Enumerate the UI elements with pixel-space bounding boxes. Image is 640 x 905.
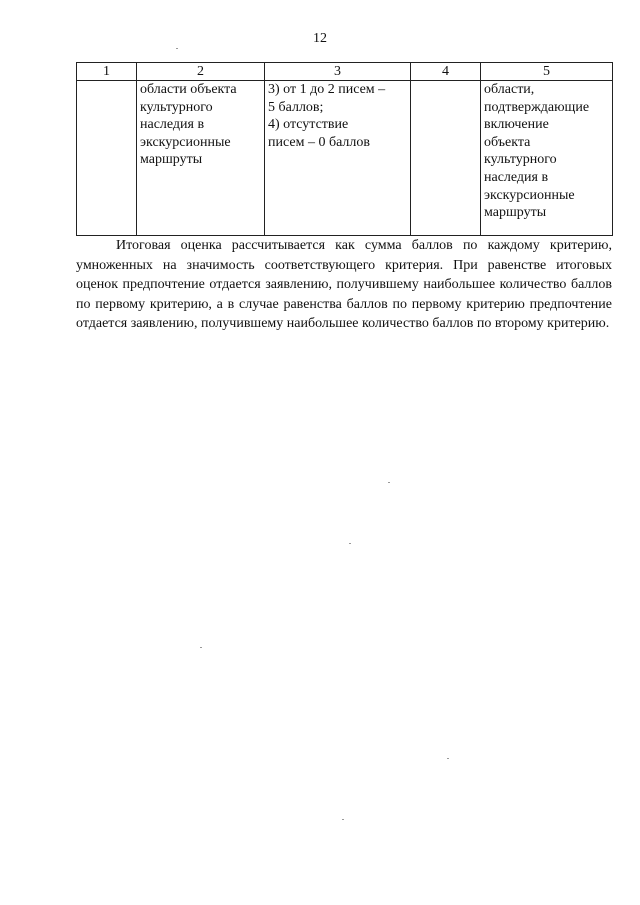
cell-line: маршруты (140, 152, 203, 168)
cell-col3 (265, 81, 411, 236)
cell-line: области, (484, 82, 535, 97)
column-header-3: 3 (265, 63, 411, 81)
scan-speck (342, 819, 344, 820)
cell-col4 (411, 81, 481, 236)
scan-speck (447, 758, 449, 759)
scan-speck (200, 647, 202, 648)
cell-line: 3) от 1 до 2 писем – (268, 82, 386, 97)
column-header-5: 5 (481, 63, 613, 81)
cell-col5 (481, 81, 613, 236)
scan-speck (388, 482, 390, 483)
cell-line: культурного (140, 99, 213, 115)
cell-line: подтверждающие (484, 99, 590, 115)
cell-line: объекта (484, 134, 531, 150)
scan-speck (176, 48, 178, 49)
cell-col2 (137, 81, 265, 236)
cell-line: экскурсионные (140, 134, 231, 150)
body-paragraph: Итоговая оценка рассчитывается как сумма баллов по каждому критерию, умноженных на значимость соответствующего критерия. При равенстве итоговых оценок предпочтение отдается заявлению, получившему наибольшее количество баллов по первому критерию, а в случае равенства баллов по первому критерию предпочтение отдается заявлению, получившему наибольшее количество баллов по второму критерию. (76, 238, 612, 332)
column-header-4: 4 (411, 63, 481, 81)
cell-line: наследия в (140, 117, 205, 133)
scan-speck (349, 543, 351, 544)
cell-line: экскурсионные (484, 187, 575, 203)
cell-line: наследия в (484, 169, 549, 185)
column-header-2: 2 (137, 63, 265, 81)
cell-line: маршруты (484, 205, 547, 221)
cell-line: 4) отсутствие (268, 117, 349, 133)
cell-line: области объекта (140, 82, 237, 97)
cell-line: включение (484, 117, 549, 133)
cell-col1 (77, 81, 137, 236)
page-number: 12 (313, 31, 327, 46)
cell-line: писем – 0 баллов (268, 134, 370, 150)
table-header-row (77, 63, 613, 81)
criteria-table (76, 62, 613, 236)
table-row (77, 81, 613, 236)
column-header-1: 1 (77, 63, 137, 81)
cell-line: 5 баллов; (268, 99, 324, 115)
cell-line: культурного (484, 152, 557, 168)
